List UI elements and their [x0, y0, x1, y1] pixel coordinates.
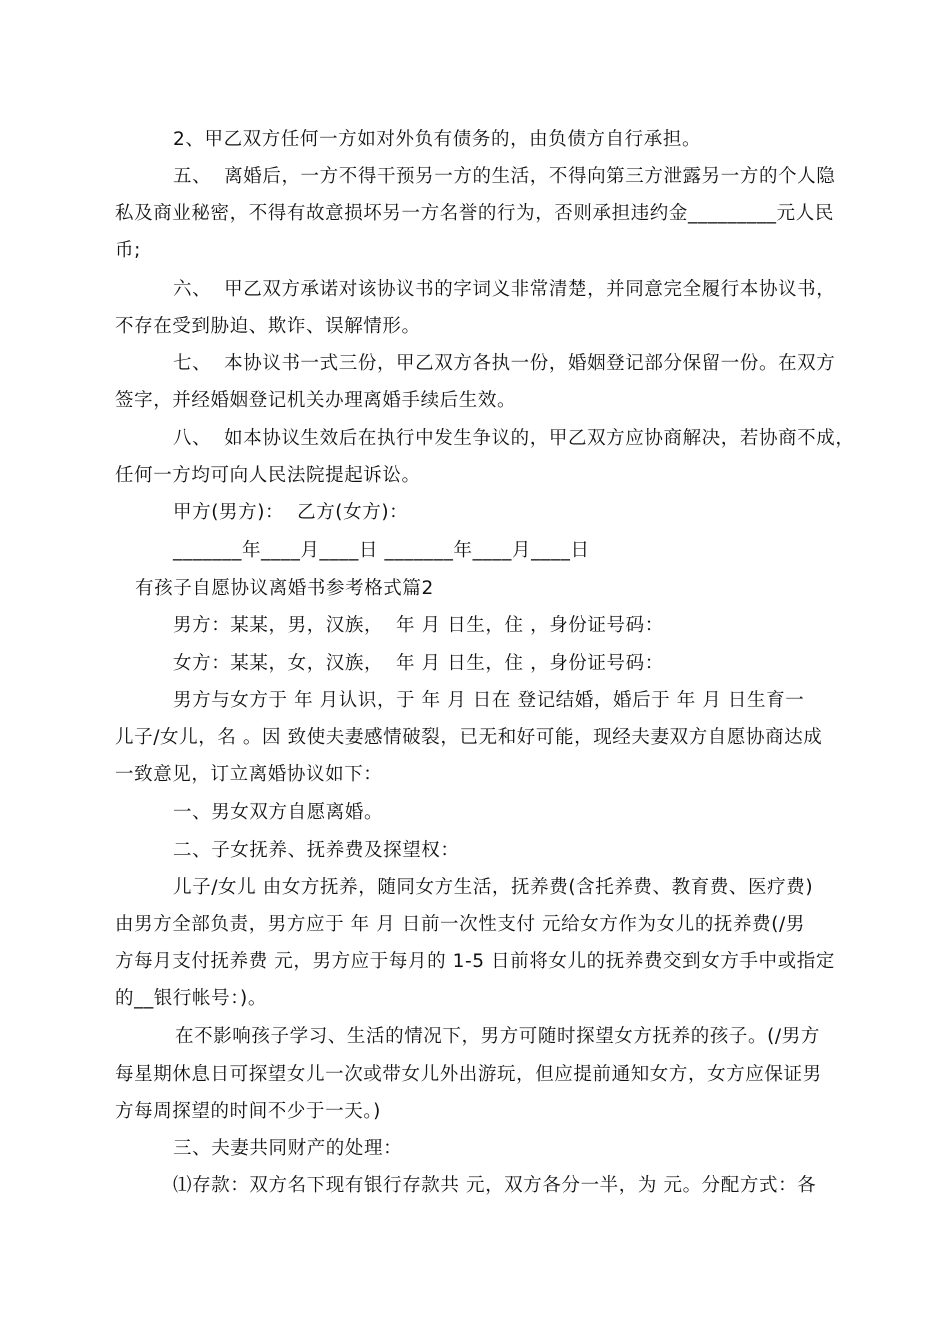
- paragraph-line: 五、 离婚后，一方不得干预另一方的生活，不得向第三方泄露另一方的个人隐: [173, 166, 836, 187]
- section-heading: 有孩子自愿协议离婚书参考格式篇2: [135, 578, 434, 599]
- paragraph-line: 儿子/女儿 由女方抚养，随同女方生活，抚养费(含托养费、教育费、医疗费): [173, 877, 814, 898]
- signature-parties-line: 甲方(男方)： 乙方(女方)：: [173, 502, 409, 523]
- paragraph-line: 不存在受到胁迫、欺诈、误解情形。: [115, 316, 421, 337]
- paragraph-line: 方每周探望的时间不少于一天。): [115, 1101, 381, 1122]
- paragraph-line: 私及商业秘密，不得有故意损坏另一方名誉的行为，否则承担违约金_________元人民: [115, 203, 834, 224]
- paragraph-line: 方每月支付抚养费 元，男方应于每月的 1-5 日前将女儿的抚养费交到女方手中或指定: [115, 951, 835, 972]
- paragraph-line: 三、夫妻共同财产的处理：: [173, 1138, 403, 1159]
- paragraph-line: 一致意见，订立离婚协议如下：: [115, 764, 383, 785]
- paragraph-line: 一、男女双方自愿离婚。: [173, 802, 384, 823]
- paragraph-line: 的__银行帐号：)。: [115, 988, 267, 1009]
- signature-date-line: _______年____月____日 _______年____月____日: [173, 540, 590, 561]
- paragraph-line: 每星期休息日可探望女儿一次或带女儿外出游玩，但应提前通知女方，女方应保证男: [115, 1064, 822, 1085]
- paragraph-line: 签字，并经婚姻登记机关办理离婚手续后生效。: [115, 390, 517, 411]
- paragraph-line: 由男方全部负责，男方应于 年 月 日前一次性支付 元给女方作为女儿的抚养费(/男: [115, 914, 805, 935]
- paragraph-line: 男方与女方于 年 月认识，于 年 月 日在 登记结婚，婚后于 年 月 日生育一: [173, 690, 805, 711]
- paragraph-line: 币;: [115, 240, 141, 261]
- paragraph-line: 二、子女抚养、抚养费及探望权：: [173, 840, 460, 861]
- paragraph-line: 儿子/女儿，名 。因 致使夫妻感情破裂，已无和好可能，现经夫妻双方自愿协商达成: [115, 727, 823, 748]
- paragraph-line: 男方：某某，男，汉族， 年 月 日生，住 ，身份证号码：: [173, 615, 664, 636]
- paragraph-line: 任何一方均可向人民法院提起诉讼。: [115, 465, 421, 486]
- paragraph-line: 在不影响孩子学习、生活的情况下，男方可随时探望女方抚养的孩子。(/男方: [175, 1026, 820, 1047]
- paragraph-line: ⑴存款：双方名下现有银行存款共 元，双方各分一半，为 元。分配方式：各: [173, 1175, 817, 1196]
- paragraph-line: 女方：某某，女，汉族， 年 月 日生，住 ，身份证号码：: [173, 653, 664, 674]
- paragraph-line: 六、 甲乙双方承诺对该协议书的字词义非常清楚，并同意完全履行本协议书，: [173, 279, 836, 300]
- paragraph-line: 七、 本协议书一式三份，甲乙双方各执一份，婚姻登记部分保留一份。在双方: [173, 353, 836, 374]
- paragraph-line: 2、甲乙双方任何一方如对外负有债务的，由负债方自行承担。: [173, 129, 702, 150]
- paragraph-line: 八、 如本协议生效后在执行中发生争议的，甲乙双方应协商解决，若协商不成，: [173, 428, 855, 449]
